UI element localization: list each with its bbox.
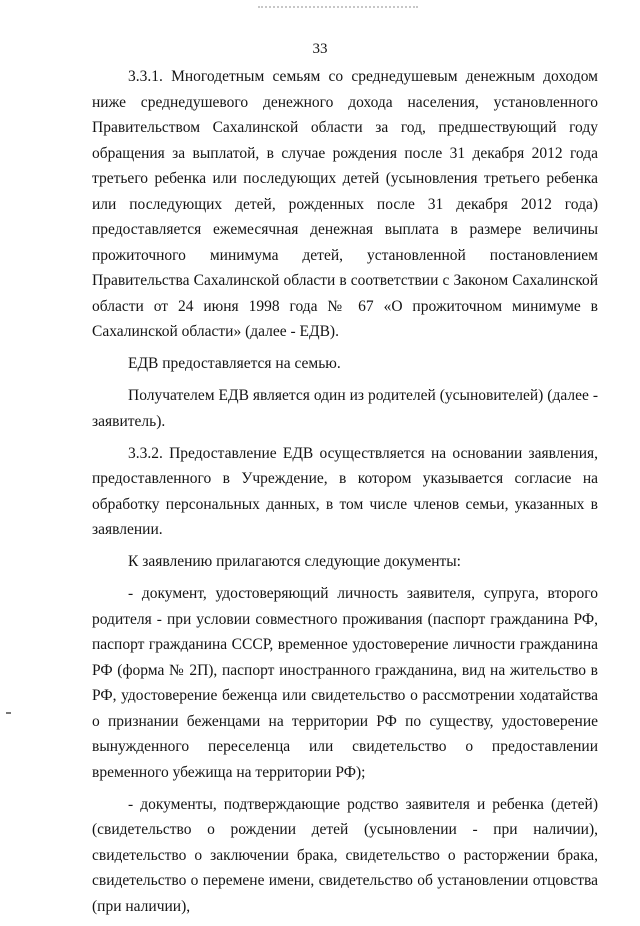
paragraph-edv-per-family: ЕДВ предоставляется на семью.: [128, 355, 341, 372]
list-item-identity-document: - документ, удостоверяющий личность заявителя, супруга, второго родителя - при условии совместного проживания (паспорт гражданина РФ, паспорт гражданина СССР, временное удостоверение личности гражданина РФ (форма № 2П), паспорт иностранного гражданина, вид на жительство в РФ, удостоверение беженца или свидетельство о рассмотрении ходатайства о признании беженцами на территории РФ по существу, удостоверение вынужденного переселенца или свидетельство о предоставлении временного убежища на территории РФ);: [92, 585, 598, 781]
scan-artifact-top: [258, 0, 418, 8]
scan-artifact-margin: [6, 712, 11, 714]
paragraph-edv-recipient: Получателем ЕДВ является один из родителей (усыновителей) (далее - заявитель).: [92, 387, 598, 430]
paragraph-3-3-2: 3.3.2. Предоставление ЕДВ осуществляется на основании заявления, предоставленного в Учреждение, в котором указывается согласие на обработку персональных данных, в том числе членов семьи, указанных в заявлении.: [92, 444, 598, 538]
list-item-kinship-documents: - документы, подтверждающие родство заявителя и ребенка (детей) (свидетельство о рождении детей (усыновлении - при наличии), свидетельство о заключении брака, свидетельство о расторжении брака, свидетельство о перемене имени, свидетельство об установлении отцовства (при наличии),: [92, 795, 598, 915]
paragraph-documents-intro: К заявлению прилагаются следующие документы:: [128, 553, 461, 570]
paragraph-3-3-1: 3.3.1. Многодетным семьям со среднедушевым денежным доходом ниже среднедушевого денежного дохода населения, установленного Правительством Сахалинской области за год, предшествующий году обращения за выплатой, в случае рождения после 31 декабря 2012 года третьего ребенка или последующих детей (усыновления третьего ребенка или последующих детей, рожденных после 31 декабря 2012 года) предоставляется ежемесячная денежная выплата в размере величины прожиточного минимума детей, установленной постановлением Правительства Сахалинской области в соответствии с Законом Сахалинской области от 24 июня 1998 года № 67 «О прожиточном минимуме в Сахалинской области» (далее - ЕДВ).: [92, 68, 598, 340]
document-body: [92, 64, 598, 926]
page-number: 33: [312, 41, 328, 57]
